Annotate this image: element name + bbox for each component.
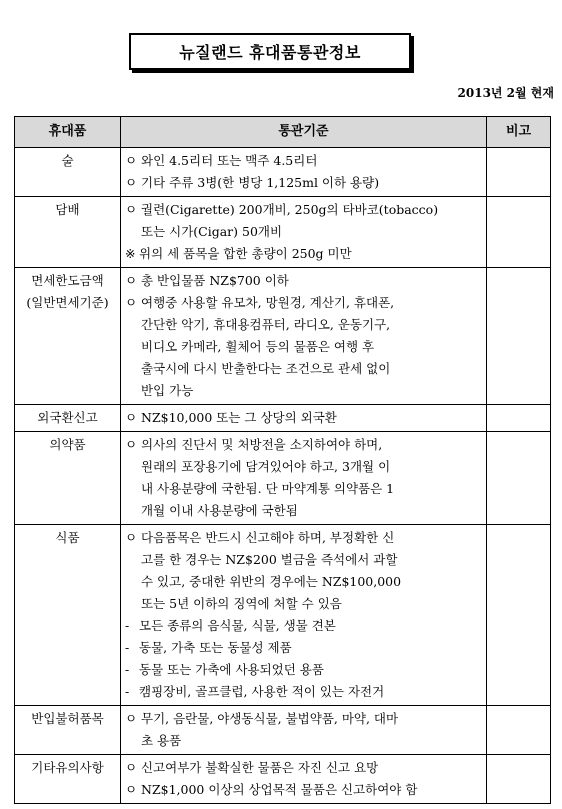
criteria-line xyxy=(125,456,482,478)
criteria-line xyxy=(125,708,482,730)
row-note xyxy=(487,755,551,804)
row-note xyxy=(487,405,551,432)
criteria-line xyxy=(125,478,482,500)
criteria-text: 또는 시가(Cigar) 50개비 xyxy=(141,224,283,239)
criteria-line xyxy=(125,380,482,402)
criteria-line xyxy=(125,150,482,172)
criteria-line xyxy=(125,571,482,593)
criteria-text: 동물 또는 가축에 사용되었던 용품 xyxy=(139,662,324,677)
row-category: 식품 xyxy=(15,525,121,706)
criteria-text: 다음품목은 반드시 신고해야 하며, 부정확한 신 xyxy=(141,530,395,545)
date-label: 2013년 2월 현재 xyxy=(457,86,554,100)
table-row xyxy=(15,405,551,432)
header-note: 비고 xyxy=(487,117,551,148)
criteria-line xyxy=(125,243,482,265)
criteria-line xyxy=(125,615,482,637)
criteria-text: NZ$10,000 또는 그 상당의 외국환 xyxy=(141,410,337,425)
row-note xyxy=(487,268,551,405)
page-title-text: 뉴질랜드 휴대품통관정보 xyxy=(179,43,361,62)
criteria-text: 반입 가능 xyxy=(141,383,194,398)
criteria-text: 원래의 포장용기에 담겨있어야 하고, 3개월 이 xyxy=(141,459,391,474)
row-note xyxy=(487,525,551,706)
row-category: 외국환신고 xyxy=(15,405,121,432)
criteria-line xyxy=(125,221,482,243)
criteria-text: 동물, 가축 또는 동물성 제품 xyxy=(139,640,292,655)
criteria-text: NZ$1,000 이상의 상업목적 물품은 신고하여야 함 xyxy=(141,782,418,797)
bullet-glyph: ㅇ xyxy=(125,410,138,425)
bullet-glyph: ㅇ xyxy=(125,202,138,217)
criteria-line xyxy=(125,757,482,779)
criteria-line xyxy=(125,314,482,336)
criteria-text: 여행중 사용할 유모차, 망원경, 계산기, 휴대폰, xyxy=(141,295,395,310)
header-criteria: 통관기준 xyxy=(121,117,487,148)
criteria-line xyxy=(125,434,482,456)
criteria-line xyxy=(125,637,482,659)
row-criteria xyxy=(121,405,487,432)
criteria-text: 무기, 음란물, 야생동식물, 불법약품, 마약, 대마 xyxy=(141,711,399,726)
row-criteria xyxy=(121,706,487,755)
criteria-line xyxy=(125,527,482,549)
table-row xyxy=(15,706,551,755)
bullet-glyph: ㅇ xyxy=(125,273,138,288)
dash-glyph: - xyxy=(125,618,130,633)
row-criteria xyxy=(121,197,487,268)
row-category: 술 xyxy=(15,148,121,197)
note-glyph: ※ xyxy=(125,246,136,261)
row-note xyxy=(487,432,551,525)
criteria-line xyxy=(125,172,482,194)
table-row xyxy=(15,432,551,525)
criteria-line xyxy=(125,292,482,314)
row-note xyxy=(487,148,551,197)
criteria-text: 기타 주류 3병(한 병당 1,125ml 이하 용량) xyxy=(141,175,380,190)
criteria-text: 의사의 진단서 및 처방전을 소지하여야 하며, xyxy=(141,437,383,452)
criteria-line xyxy=(125,681,482,703)
bullet-glyph: ㅇ xyxy=(125,711,138,726)
header-item: 휴대품 xyxy=(15,117,121,148)
dash-glyph: - xyxy=(125,640,130,655)
criteria-line xyxy=(125,593,482,615)
criteria-line xyxy=(125,358,482,380)
criteria-text: 모든 종류의 음식물, 식물, 생물 견본 xyxy=(139,618,336,633)
bullet-glyph: ㅇ xyxy=(125,175,138,190)
criteria-text: 간단한 악기, 휴대용컴퓨터, 라디오, 운동기구, xyxy=(141,317,391,332)
row-category: 반입불허품목 xyxy=(15,706,121,755)
row-category: 기타유의사항 xyxy=(15,755,121,804)
row-category: 의약품 xyxy=(15,432,121,525)
bullet-glyph: ㅇ xyxy=(125,782,138,797)
criteria-line xyxy=(125,199,482,221)
criteria-text: 신고여부가 불확실한 물품은 자진 신고 요망 xyxy=(141,760,379,775)
table-header-row xyxy=(15,117,551,148)
customs-table xyxy=(14,116,551,804)
page-title xyxy=(129,33,411,70)
row-note xyxy=(487,706,551,755)
criteria-text: 개월 이내 사용분량에 국한됨 xyxy=(141,503,298,518)
row-criteria xyxy=(121,148,487,197)
criteria-text: 또는 5년 이하의 징역에 처할 수 있음 xyxy=(141,596,342,611)
criteria-text: 총 반입물품 NZ$700 이하 xyxy=(141,273,289,288)
criteria-text: 비디오 카메라, 휠체어 등의 물품은 여행 후 xyxy=(141,339,375,354)
criteria-line xyxy=(125,336,482,358)
criteria-line xyxy=(125,270,482,292)
row-criteria xyxy=(121,755,487,804)
criteria-text: 캠핑장비, 골프클럽, 사용한 적이 있는 자전거 xyxy=(139,684,385,699)
row-criteria xyxy=(121,268,487,405)
criteria-line xyxy=(125,659,482,681)
dash-glyph: - xyxy=(125,684,130,699)
row-note xyxy=(487,197,551,268)
table-row xyxy=(15,268,551,405)
bullet-glyph: ㅇ xyxy=(125,530,138,545)
criteria-text: 초 용품 xyxy=(141,733,182,748)
table-row xyxy=(15,197,551,268)
criteria-line xyxy=(125,779,482,801)
row-criteria xyxy=(121,432,487,525)
table-row xyxy=(15,525,551,706)
row-category: 담배 xyxy=(15,197,121,268)
criteria-text: 내 사용분량에 국한됨. 단 마약계통 의약품은 1 xyxy=(141,481,395,496)
criteria-text: 출국시에 다시 반출한다는 조건으로 관세 없이 xyxy=(141,361,391,376)
criteria-line xyxy=(125,500,482,522)
criteria-line xyxy=(125,549,482,571)
bullet-glyph: ㅇ xyxy=(125,295,138,310)
criteria-text: 위의 세 품목을 합한 총량이 250g 미만 xyxy=(139,246,352,261)
row-criteria xyxy=(121,525,487,706)
bullet-glyph: ㅇ xyxy=(125,153,138,168)
criteria-text: 궐련(Cigarette) 200개비, 250g의 타바코(tobacco) xyxy=(141,202,439,217)
bullet-glyph: ㅇ xyxy=(125,760,138,775)
table-row xyxy=(15,148,551,197)
criteria-text: 수 있고, 중대한 위반의 경우에는 NZ$100,000 xyxy=(141,574,402,589)
bullet-glyph: ㅇ xyxy=(125,437,138,452)
criteria-text: 고를 한 경우는 NZ$200 벌금을 즉석에서 과할 xyxy=(141,552,398,567)
criteria-line xyxy=(125,730,482,752)
criteria-line xyxy=(125,407,482,429)
row-category: 면세한도금액 (일반면세기준) xyxy=(15,268,121,405)
criteria-text: 와인 4.5리터 또는 맥주 4.5리터 xyxy=(141,153,318,168)
table-row xyxy=(15,755,551,804)
dash-glyph: - xyxy=(125,662,130,677)
